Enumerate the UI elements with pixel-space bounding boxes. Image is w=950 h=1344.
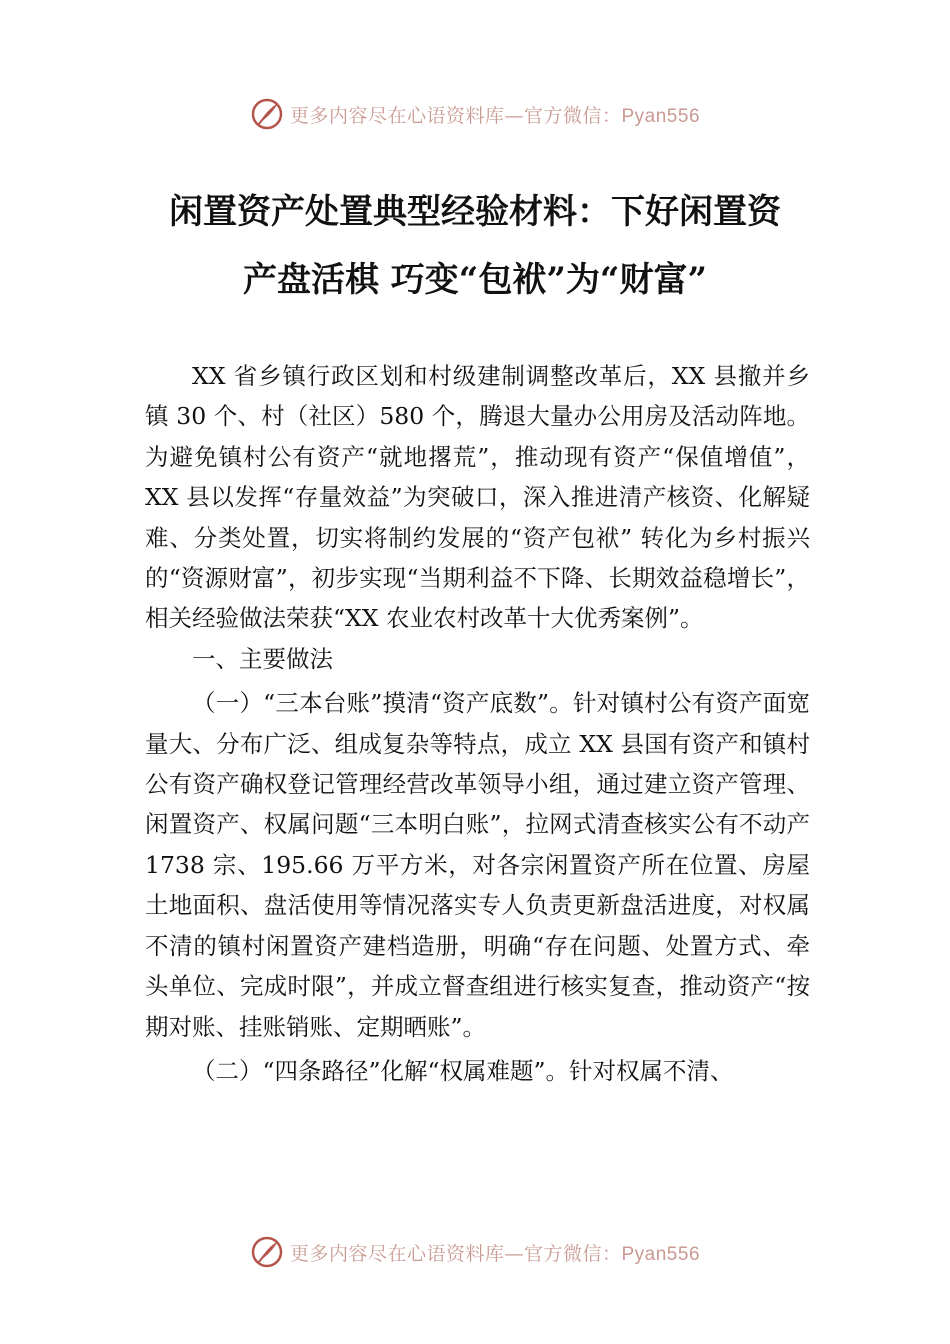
document-title <box>145 178 805 314</box>
quill-logo-icon <box>250 1235 284 1269</box>
banner-text: 更多内容尽在心语资料库—官方微信： <box>289 1242 622 1265</box>
footer-watermark-banner <box>0 1232 950 1272</box>
banner-text: 更多内容尽在心语资料库—官方微信： <box>289 104 622 127</box>
banner-wechat-id: Pyan556 <box>621 105 701 127</box>
quill-logo-icon <box>250 97 284 131</box>
section-heading: 一、主要做法 <box>192 644 333 673</box>
title-line-1: 闲置资产处置典型经验材料：下好闲置资 <box>169 192 781 232</box>
intro-paragraph: XX 省乡镇行政区划和村级建制调整改革后，XX 县撤并乡镇 30 个、村（社区）580 个，腾退大量办公用房及活动阵地。为避免镇村公有资产“就地撂荒”，推动现有资产“保值增值”，XX 县以发挥“存量效益”为突破口，深入推进清产核资、化解疑难、分类处置，切实将制约发展的“资产包袱” 转化为乡村振兴的“资源财富”，初步实现“当期利益不下降、长期效益稳增长”，相关经验做法荣获“XX 农业农村改革十大优秀案例”。 <box>145 362 810 633</box>
banner-wechat-id: Pyan556 <box>621 1243 701 1265</box>
header-watermark-banner <box>0 94 950 134</box>
title-line-2: 产盘活棋 巧变“包袱”为“财富” <box>242 260 708 300</box>
document-body <box>145 356 810 1091</box>
body-paragraph: （二）“四条路径”化解“权属难题”。针对权属不清、 <box>192 1056 734 1085</box>
body-paragraph: （一）“三本台账”摸清“资产底数”。针对镇村公有资产面宽量大、分布广泛、组成复杂等特点，成立 XX 县国有资产和镇村公有资产确权登记管理经营改革领导小组，通过建立资产管理、闲置资产、权属问题“三本明白账”，拉网式清查核实公有不动产 1738 宗、195.66 万平方米，对各宗闲置资产所在位置、房屋土地面积、盘活使用等情况落实专人负责更新盘活进度，对权属不清的镇村闲置资产建档造册，明确“存在问题、处置方式、牵头单位、完成时限”，并成立督查组进行核实复查，推动资产“按期对账、挂账销账、定期晒账”。 <box>145 689 810 1041</box>
